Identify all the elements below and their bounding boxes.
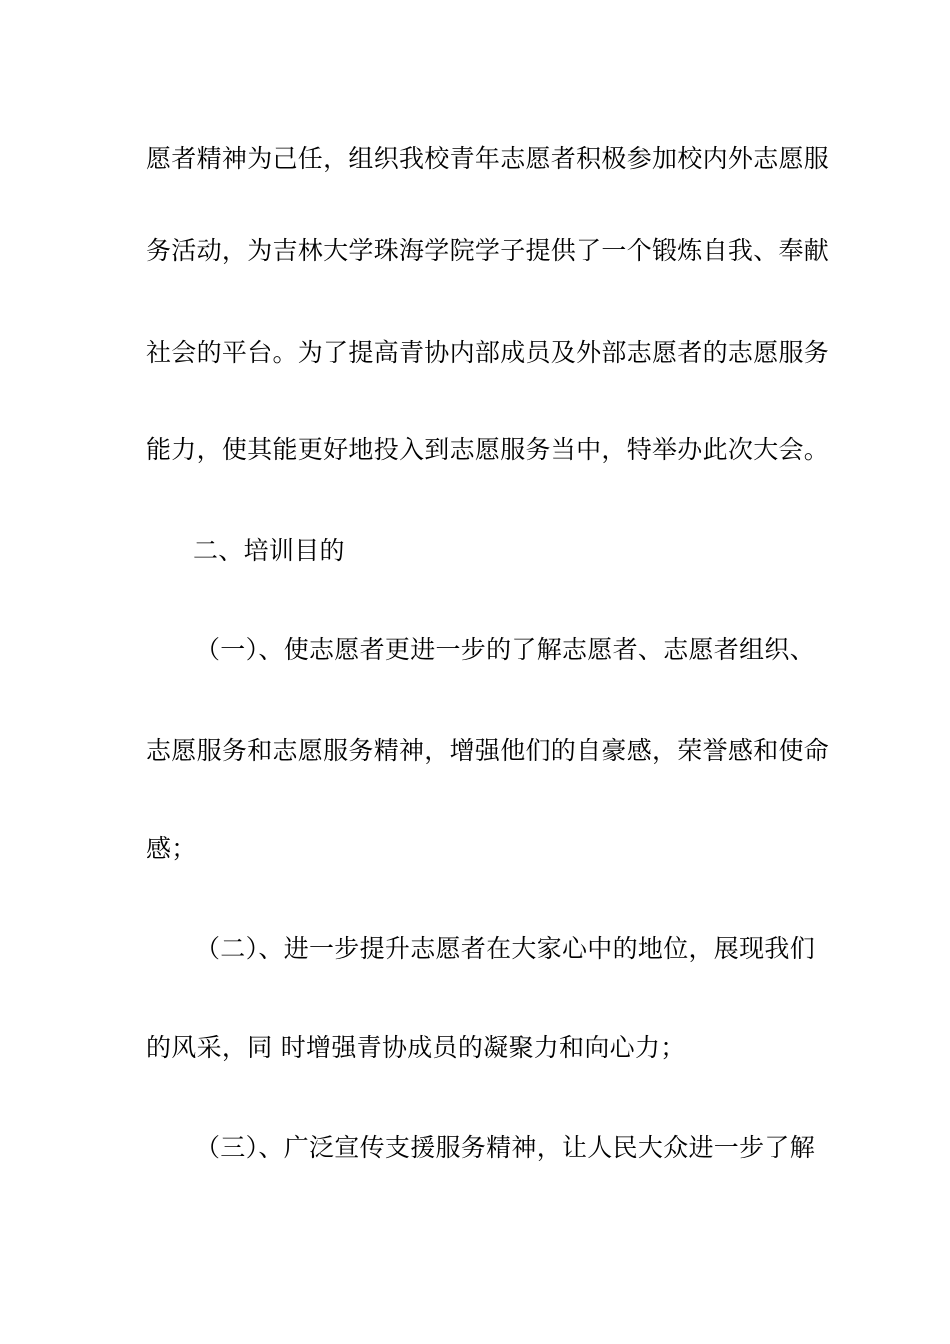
section-heading: 二、培训目的	[193, 536, 345, 565]
list-item-1-line-1: （一）、使志愿者更进一步的了解志愿者、志愿者组织、	[195, 635, 816, 664]
list-item-3-line-1: （三）、广泛宣传支援服务精神，让人民大众进一步了解	[195, 1133, 816, 1162]
body-line-2: 务活动，为吉林大学珠海学院学子提供了一个锻炼自我、奉献	[146, 236, 830, 265]
list-item-2-line-1: （二）、进一步提升志愿者在大家心中的地位，展现我们	[195, 934, 816, 963]
list-item-1-line-3: 感；	[146, 834, 197, 863]
body-line-1: 愿者精神为己任，组织我校青年志愿者积极参加校内外志愿服	[146, 144, 830, 173]
list-item-1-line-2: 志愿服务和志愿服务精神，增强他们的自豪感，荣誉感和使命	[146, 736, 830, 765]
body-line-3: 社会的平台。为了提高青协内部成员及外部志愿者的志愿服务	[146, 338, 830, 367]
body-line-4: 能力，使其能更好地投入到志愿服务当中，特举办此次大会。	[146, 435, 830, 464]
list-item-2-line-2: 的风采，同 时增强青协成员的凝聚力和向心力；	[146, 1033, 686, 1062]
